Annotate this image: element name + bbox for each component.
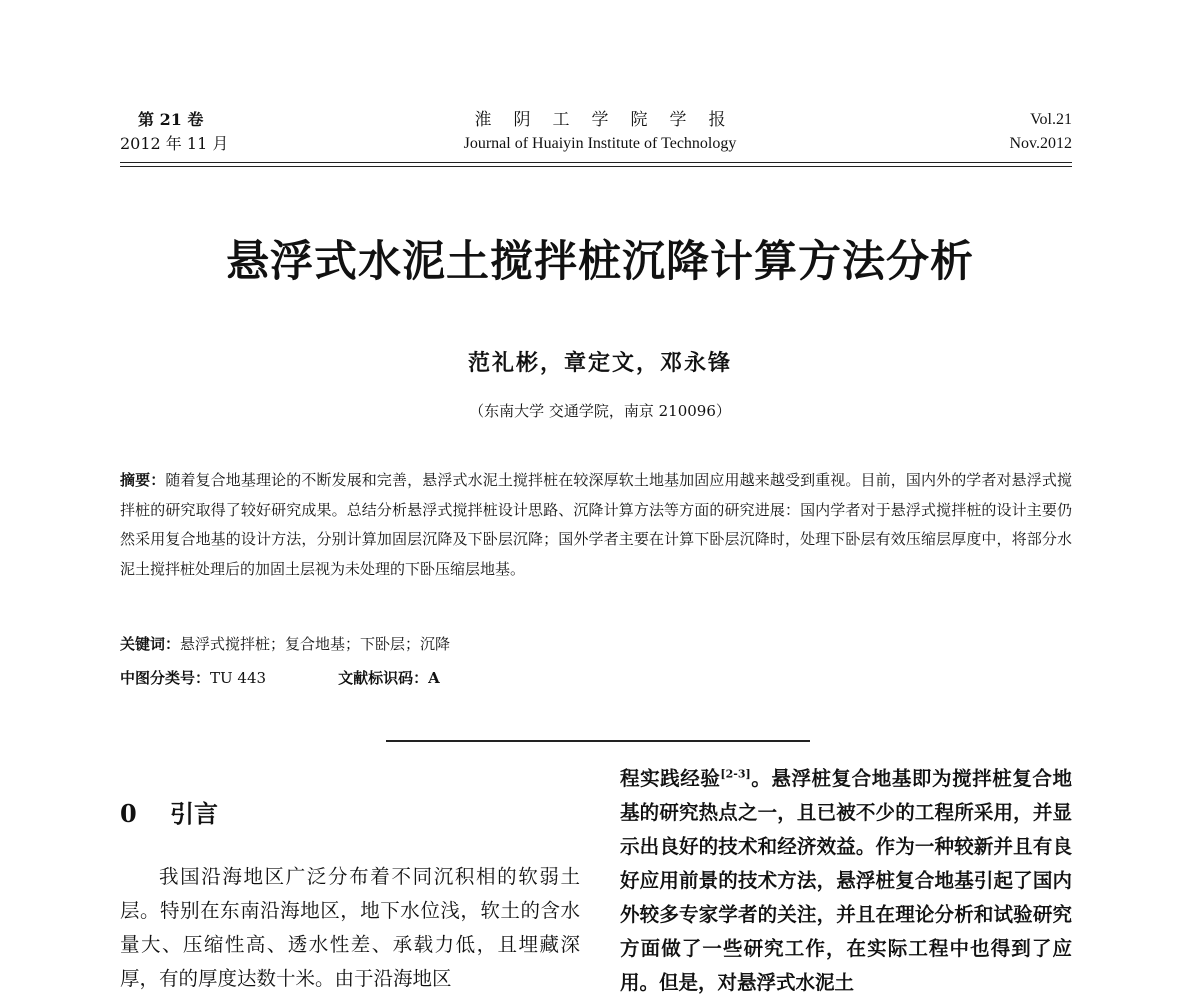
section-title: 引言 <box>170 799 218 828</box>
body-right-start: 程实践经验 <box>620 767 721 790</box>
body-text-right <box>620 762 1072 1000</box>
doc-code-label: 文献标识码： <box>338 669 429 687</box>
authors: 范礼彬，章定文，邓永锋 <box>467 350 732 376</box>
section-divider <box>386 740 810 742</box>
clc-value: TU 443 <box>210 669 267 687</box>
section-heading <box>120 794 218 829</box>
affiliation: （东南大学 交通学院，南京 210096） <box>469 402 731 420</box>
clc-label: 中图分类号： <box>120 669 211 687</box>
classification-row <box>120 664 440 692</box>
abstract-text: 随着复合地基理论的不断发展和完善，悬浮式水泥土搅拌桩在较深厚软土地基加固应用越来越受到重视。目前，国内外的学者对悬浮式搅拌桩的研究取得了较好研究成果。总结分析悬浮式搅拌桩设计思路、沉降计算方法等方面的研究进展：国内学者对于悬浮式搅拌桩的设计主要仍然采用复合地基的设计方法，分别计算加固层沉降及下卧层沉降；国外学者主要在计算下卧层沉降时，处理下卧层有效压缩层厚度中，将部分水泥土搅拌桩处理后的加固土层视为未处理的下卧压缩层地基。 <box>120 471 1072 578</box>
abstract <box>120 466 1072 584</box>
volume-cn: 第 21 卷 <box>138 110 204 129</box>
section-number: 0 <box>120 799 137 828</box>
keywords-label: 关键词： <box>120 635 181 653</box>
abstract-label: 摘要： <box>120 471 166 489</box>
citation: [2-3] <box>720 767 751 781</box>
volume-en: Vol.21 <box>1030 111 1072 128</box>
journal-name-cn: 淮阴工学院学报 <box>474 110 748 130</box>
paper-title: 悬浮式水泥土搅拌桩沉降计算方法分析 <box>226 237 974 287</box>
doc-code-value: A <box>428 669 440 687</box>
keywords <box>120 630 450 658</box>
header-rule-bottom <box>120 166 1072 167</box>
keywords-text: 悬浮式搅拌桩；复合地基；下卧层；沉降 <box>180 635 451 653</box>
date-cn: 2012 年 11 月 <box>120 134 229 153</box>
body-right-rest: 。悬浮桩复合地基即为搅拌桩复合地基的研究热点之一，且已被不少的工程所采用，并显示出良好的技术和经济效益。作为一种较新并且有良好应用前景的技术方法，悬浮桩复合地基引起了国内外较多专家学者的关注，并且在理论分析和试验研究方面做了一些研究工作，在实际工程中也得到了应用。但是，对悬浮式水泥土 <box>620 767 1072 994</box>
date-en: Nov.2012 <box>1009 135 1072 152</box>
header-rule-top <box>120 162 1072 163</box>
header-volume-date-en <box>1009 108 1072 156</box>
journal-name-en: Journal of Huaiyin Institute of Technology <box>463 135 737 152</box>
body-text-left: 我国沿海地区广泛分布着不同沉积相的软弱土层。特别在东南沿海地区，地下水位浅，软土的含水量大、压缩性高、透水性差、承载力低，且埋藏深厚，有的厚度达数十米。由于沿海地区 <box>120 865 580 990</box>
